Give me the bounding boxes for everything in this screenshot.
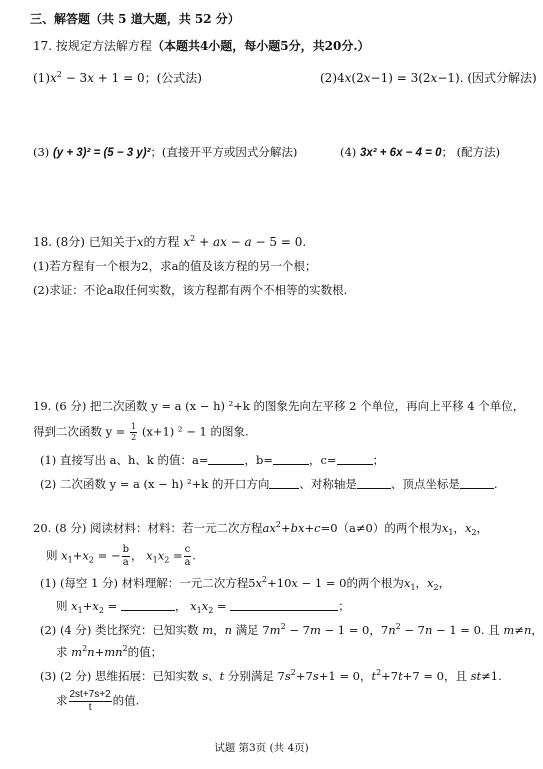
q19-part2-c: 、顶点坐标是 <box>390 477 460 491</box>
q17-part1-equation: $x^2 - 3x + 1 = 0$ <box>50 70 145 85</box>
q20-part2-line2: 求 $m^2n+mn^2$的值； <box>56 644 163 659</box>
q18-text2: 的方程 <box>143 235 180 249</box>
q20-part2-c: 且 <box>488 623 500 637</box>
q19-part2-end: . <box>493 477 498 491</box>
q20-fraction1 <box>122 545 130 568</box>
q18-number: 18. <box>33 235 53 249</box>
q17-part4-method: ； (配方法) <box>441 145 501 159</box>
q19-fraction-den: 2 <box>131 433 137 442</box>
q17-part3-label: (3) <box>33 145 50 159</box>
q19-blank-a[interactable] <box>208 454 244 465</box>
q18-text: (8分) 已知关于 <box>55 235 137 249</box>
q20-part3-b: 分别满足 <box>227 669 274 683</box>
q20-part2-line2-a: 求 <box>56 645 68 659</box>
q20-part3-line2-a: 求 <box>56 693 68 708</box>
q20-part1-line2-end: ； <box>338 599 350 613</box>
q19-fraction <box>130 423 137 442</box>
q20-line2: 则 $x_1+x_2$ = − $\frac{b}{a}$ ， $x_1x_2$ = $\frac{c}{a}$ . <box>46 544 196 568</box>
q20-part3-line2-b: 的值. <box>112 693 140 708</box>
q17-part4 <box>340 146 500 160</box>
q20-part2-b: 满足 <box>235 623 259 637</box>
q19-fraction-num: 1 <box>131 422 137 431</box>
q17-note: （本题共4小题，每小题5分，共20分.） <box>151 39 370 53</box>
q19-part1-text: (1) 直接写出 a、h、k 的值：a= <box>40 453 209 467</box>
q19-part1 <box>40 454 384 467</box>
q20-fraction2-den: a <box>184 557 191 568</box>
q20-part3-fraction-den: t <box>88 702 92 713</box>
page-footer: 试题 第3页 (共 4页) <box>214 742 309 754</box>
q20-blank-sum[interactable] <box>121 600 175 611</box>
q19-blank-direction[interactable] <box>269 478 299 489</box>
q20-fraction2 <box>184 545 192 568</box>
q20-part3-c: 且 <box>455 669 467 683</box>
q20-line1-a: 20. (8 分) 阅读材料：材料：若一元二次方程 <box>33 521 263 535</box>
q20-part3: (3) (2 分) 思维拓展：已知实数 s、t 分别满足 $7s^2+7s+1 = 0$，$t^2+7t+7 = 0$，且 st≠1. <box>40 668 502 683</box>
q17-header <box>33 40 370 54</box>
q19-part1-b: ，b= <box>244 453 273 467</box>
q17-part2-equation: 4x(2x−1) = 3(2x−1) <box>337 71 460 85</box>
q19-line2-b: (x+1) ² − 1 的图象. <box>141 424 249 439</box>
q17-number: 17. <box>33 39 53 53</box>
q20-fraction2-num: c <box>184 544 191 555</box>
q20-part3-fraction <box>69 690 112 713</box>
q19-part2-text: (2) 二次函数 y = a (x − h) ²+k 的开口方向 <box>40 477 270 491</box>
q19-blank-b[interactable] <box>273 454 309 465</box>
q17-text: 按规定方法解方程 <box>55 39 152 53</box>
q20-part1-line2: 则 $x_1+x_2$ = ， $x_1x_2$ = ； <box>56 599 350 615</box>
q17-part1-label: (1) <box>33 71 50 85</box>
q19-line1: 19. (6 分) 把二次函数 y = a (x − h) ²+k 的图象先向左平移 2 个单位，再向上平移 4 个单位， <box>33 399 525 413</box>
q20-part1: (1) (每空 1 分) 材料理解：一元二次方程$5x^2+10x - 1 = 0$的两个根为$x_1$，$x_2$， <box>40 575 451 592</box>
q20-line1-b: （a≠0）的两个根为 <box>337 521 442 535</box>
q20-part2-a: (2) (4 分) 类比探究：已知实数 <box>40 623 199 637</box>
q17-part4-equation: 3x² + 6x − 4 = 0 <box>359 147 442 159</box>
q20-fraction1-num: b <box>122 544 129 555</box>
q18-part1: (1)若方程有一个根为2，求a的值及该方程的另一个根； <box>33 259 317 273</box>
q17-part1 <box>33 72 202 86</box>
q17-part1-method: ；(公式法) <box>144 71 202 85</box>
q17-part3-equation: (y + 3)² = (5 − 3 y)² <box>52 147 151 159</box>
q19-part2-b: 、对称轴是 <box>299 477 357 491</box>
q20-part1-b: 的两个根为 <box>346 576 404 590</box>
q20-blank-product[interactable] <box>230 600 338 611</box>
q19-part1-c: ，c= <box>308 453 337 467</box>
q20-line1: 20. (8 分) 阅读材料：材料：若一元二次方程$ax^2+bx+c=0(a\ne 0)$的两个根为$x_1$，$x_2$， <box>33 520 489 537</box>
q20-part3-fraction-num: 2st+7s+2 <box>69 689 111 700</box>
q17-part4-label: (4) <box>340 145 357 159</box>
q19-blank-axis[interactable] <box>357 478 391 489</box>
q17-part2-method: . (因式分解法) <box>459 71 537 85</box>
q17-part3 <box>33 146 297 160</box>
q20-part2-line2-b: 的值； <box>127 645 163 659</box>
q20-part3-line2 <box>56 690 139 713</box>
q20-fraction1-den: a <box>122 557 129 568</box>
q19-part2 <box>40 478 498 491</box>
q17-part3-method: ；(直接开平方或因式分解法) <box>150 145 298 159</box>
q19-blank-c[interactable] <box>337 454 373 465</box>
q19-line2 <box>33 423 249 442</box>
q18-part2: (2)求证：不论a取任何实数，该方程都有两个不相等的实数根. <box>33 283 348 297</box>
q17-part2 <box>320 72 537 86</box>
q20-part1-a: (1) (每空 1 分) 材料理解：一元二次方程 <box>40 576 249 590</box>
q19-part1-end: ； <box>372 453 385 467</box>
q17-part2-label: (2) <box>320 71 337 85</box>
q19-line2-a: 得到二次函数 y = <box>33 424 126 439</box>
q20-line2-a: 则 <box>46 548 58 563</box>
q20-part1-line2-a: 则 <box>56 599 68 613</box>
q20-part2: (2) (4 分) 类比探究：已知实数 m，n 满足 $7m^2 - 7m - 1 = 0$，$7n^2 - 7n - 1 = 0$. 且 m≠n， <box>40 622 543 637</box>
q19-blank-vertex[interactable] <box>460 478 494 489</box>
section-title: 三、解答题（共 5 道大题，共 52 分） <box>30 12 240 26</box>
q18-header: 18. (8分) 已知关于x的方程 $x^2$ + ax − a − 5 = 0. <box>33 234 307 249</box>
q20-part3-a: (3) (2 分) 思维拓展：已知实数 <box>40 669 199 683</box>
q18-equation: $x^2$ + ax − a − 5 = 0 <box>183 234 303 249</box>
